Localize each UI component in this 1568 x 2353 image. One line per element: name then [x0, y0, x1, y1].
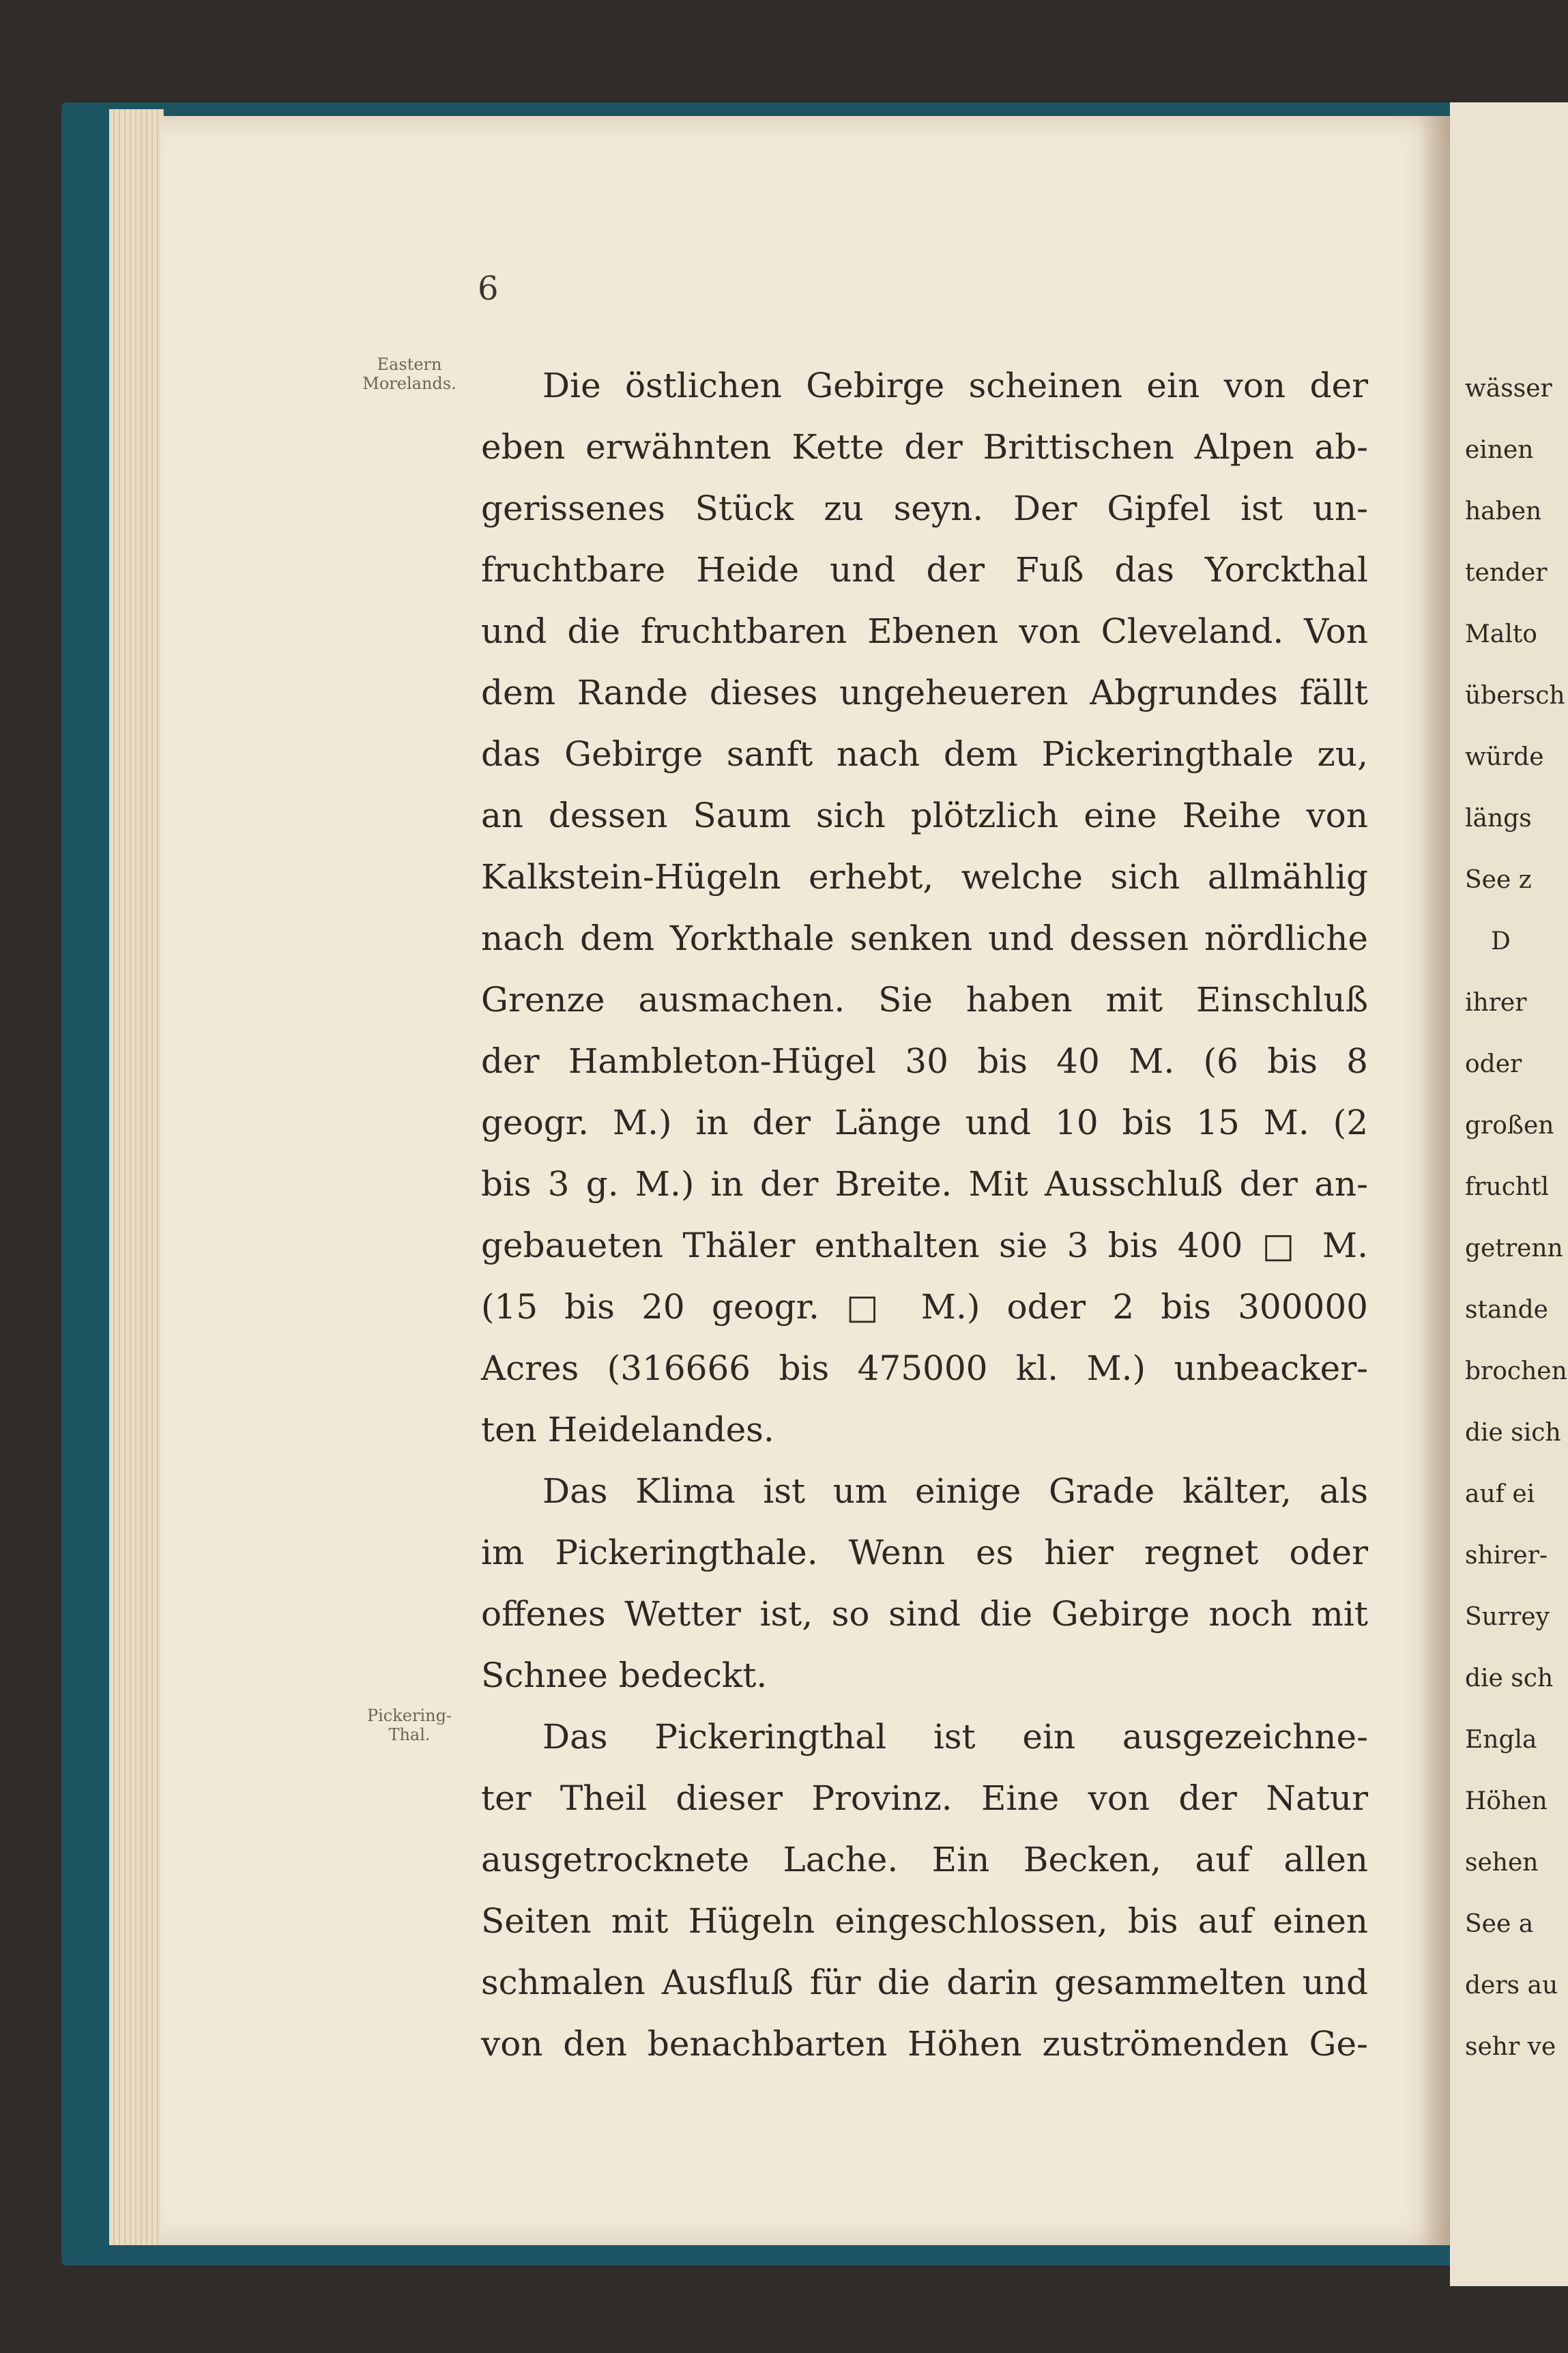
- facing-page: [1450, 102, 1568, 2286]
- facing-page-word: ders au: [1465, 1972, 1558, 2000]
- page-edges: [109, 109, 164, 2245]
- text-line: Die östlichen Gebirge scheinen ein von der: [542, 366, 1368, 405]
- facing-page-word: D: [1491, 927, 1511, 955]
- margin-note-pickering-thal: Pickering- Thal.: [366, 1706, 452, 1744]
- facing-page-word: längs: [1465, 805, 1532, 833]
- text-line: offenes Wetter ist, so sind die Gebirge noch mit: [481, 1594, 1368, 1634]
- text-line: an dessen Saum sich plötzlich eine Reihe von: [481, 796, 1368, 835]
- text-line: ter Theil dieser Provinz. Eine von der Natur: [481, 1778, 1368, 1818]
- text-line: Kalkstein-Hügeln erhebt, welche sich allmählig: [481, 857, 1368, 897]
- text-line: das Gebirge sanft nach dem Pickeringthale zu,: [481, 734, 1368, 774]
- facing-page-word: sehen: [1465, 1849, 1539, 1877]
- facing-page-word: getrenn: [1465, 1235, 1563, 1262]
- facing-page-word: Höhen: [1465, 1787, 1548, 1815]
- text-line: im Pickeringthale. Wenn es hier regnet oder: [481, 1533, 1368, 1572]
- facing-page-word: einen: [1465, 436, 1534, 464]
- text-line: Schnee bedeckt.: [481, 1656, 768, 1695]
- facing-page-word: fruchtl: [1465, 1173, 1550, 1201]
- facing-page-word: großen: [1465, 1112, 1554, 1140]
- facing-page-word: die sich: [1465, 1419, 1561, 1447]
- text-line: schmalen Ausfluß für die darin gesammelten und: [481, 1963, 1368, 2002]
- text-line: ausgetrocknete Lache. Ein Becken, auf allen: [481, 1840, 1368, 1879]
- facing-page-word: sehr ve: [1465, 2033, 1556, 2061]
- facing-page-word: übersch: [1465, 682, 1565, 710]
- facing-page-word: Surrey: [1465, 1603, 1550, 1631]
- text-line: Das Klima ist um einige Grade kälter, als: [542, 1471, 1368, 1511]
- body-text: [481, 355, 1368, 2075]
- facing-page-word: shirer-: [1465, 1542, 1548, 1570]
- facing-page-word: die sch: [1465, 1664, 1554, 1692]
- facing-page-word: würde: [1465, 743, 1544, 771]
- text-line: (15 bis 20 geogr. □ M.) oder 2 bis 300000: [481, 1287, 1368, 1327]
- text-line: und die fruchtbaren Ebenen von Cleveland. Von: [481, 611, 1368, 651]
- facing-page-word: brochen: [1465, 1357, 1567, 1385]
- text-line: eben erwähnten Kette der Brittischen Alpen ab-: [481, 427, 1368, 467]
- facing-page-word: Malto: [1465, 620, 1537, 648]
- page-number: 6: [478, 270, 499, 308]
- text-line: gerissenes Stück zu seyn. Der Gipfel ist un-: [481, 489, 1368, 528]
- facing-page-word: wässer: [1465, 375, 1552, 403]
- facing-page-word: oder: [1465, 1050, 1522, 1078]
- facing-page-word: See a: [1465, 1910, 1534, 1938]
- text-line: Das Pickeringthal ist ein ausgezeichne-: [542, 1717, 1368, 1757]
- facing-page-word: ihrer: [1465, 989, 1527, 1017]
- facing-page-word: stande: [1465, 1296, 1548, 1324]
- text-line: ten Heidelandes.: [481, 1410, 774, 1449]
- text-line: geogr. M.) in der Länge und 10 bis 15 M. (2: [481, 1103, 1368, 1142]
- text-line: von den benachbarten Höhen zuströmenden Ge-: [481, 2024, 1368, 2064]
- margin-note-eastern-morelands: Eastern Morelands.: [362, 355, 456, 393]
- facing-page-word: auf ei: [1465, 1480, 1535, 1508]
- text-line: Grenze ausmachen. Sie haben mit Einschluß: [481, 980, 1368, 1020]
- text-line: fruchtbare Heide und der Fuß das Yorckthal: [481, 550, 1368, 590]
- facing-page-word: Engla: [1465, 1726, 1537, 1754]
- facing-page-word: See z: [1465, 866, 1532, 894]
- text-line: nach dem Yorkthale senken und dessen nördliche: [481, 919, 1368, 958]
- text-line: bis 3 g. M.) in der Breite. Mit Ausschluß der an-: [481, 1164, 1368, 1204]
- text-line: gebaueten Thäler enthalten sie 3 bis 400 □ M.: [481, 1226, 1368, 1265]
- text-line: der Hambleton-Hügel 30 bis 40 M. (6 bis 8: [481, 1041, 1368, 1081]
- text-line: dem Rande dieses ungeheueren Abgrundes fällt: [481, 673, 1368, 712]
- text-line: Seiten mit Hügeln eingeschlossen, bis auf einen: [481, 1901, 1368, 1941]
- facing-page-word: haben: [1465, 497, 1542, 525]
- text-line: Acres (316666 bis 475000 kl. M.) unbeacker-: [481, 1348, 1368, 1388]
- facing-page-word: tender: [1465, 559, 1548, 587]
